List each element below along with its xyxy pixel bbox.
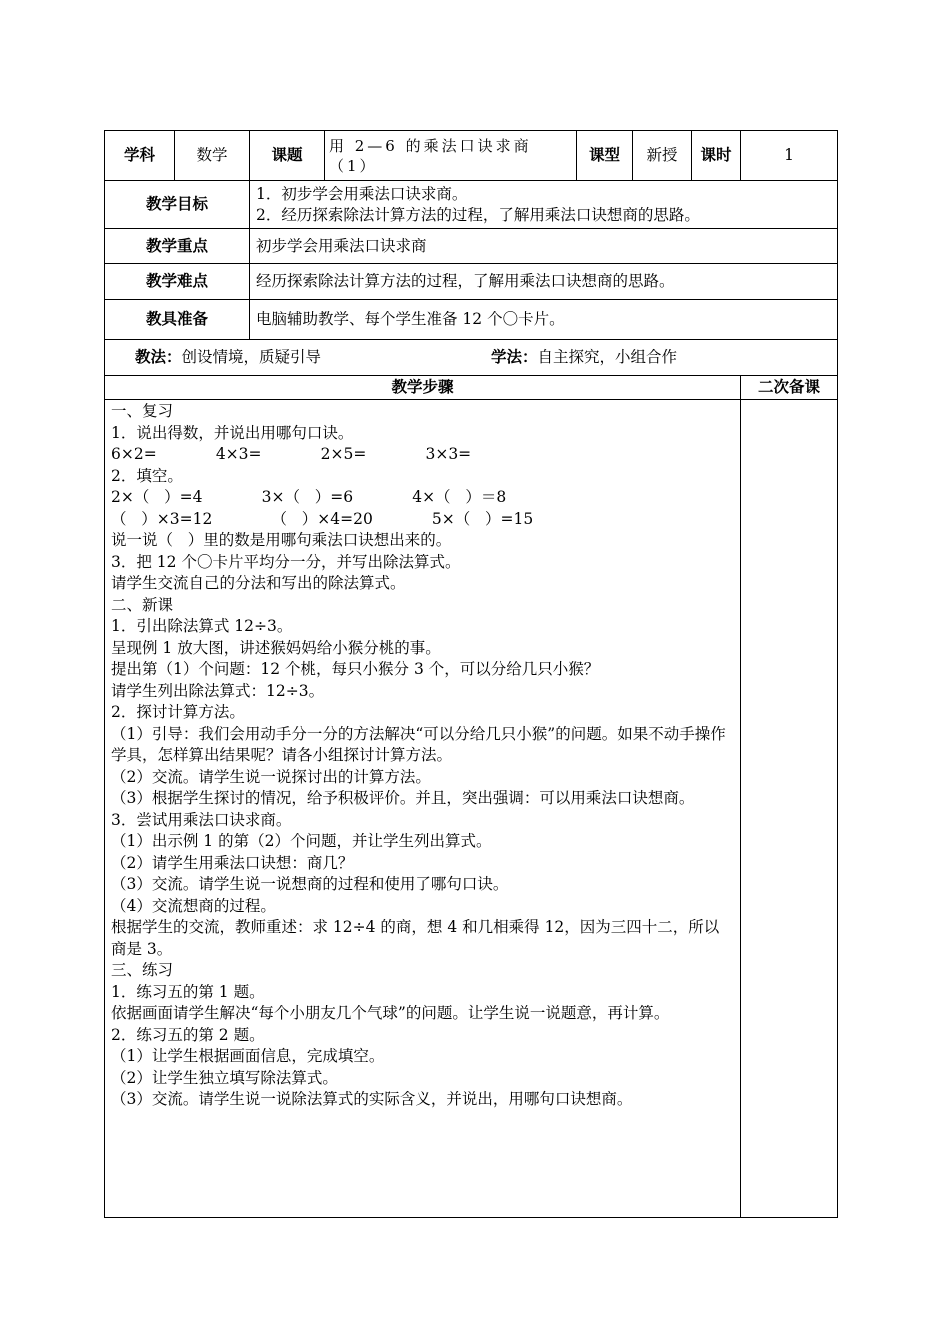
teach-method-value: 创设情境，质疑引导 [181, 348, 322, 366]
header-row [105, 131, 838, 181]
step-line: 三、练习 [111, 961, 174, 979]
goals-label: 教学目标 [105, 181, 250, 229]
step-line: 3．尝试用乘法口诀求商。 [111, 810, 292, 829]
steps-header-row [105, 376, 838, 400]
topic-label: 课题 [250, 131, 325, 181]
goals-line-1: 1．初步学会用乘法口诀求商。 [256, 184, 468, 203]
steps-content [105, 400, 741, 1218]
step-line: 呈现例 1 放大图，讲述猴妈妈给小猴分桃的事。 [111, 638, 441, 657]
subject-value: 数学 [175, 131, 250, 181]
difficulty-value: 经历探索除法计算方法的过程，了解用乘法口诀想商的思路。 [250, 264, 838, 300]
step-line: 2．探讨计算方法。 [111, 703, 245, 721]
step-line: （3）交流。请学生说一说想商的过程和使用了哪句口诀。 [111, 875, 509, 893]
step-line: 1．练习五的第 1 题。 [111, 982, 265, 1001]
step-line: 提出第（1）个问题：12 个桃，每只小猴分 3 个，可以分给几只小猴？ [111, 660, 600, 678]
goals-line-2: 2．经历探索除法计算方法的过程，了解用乘法口诀想商的思路。 [256, 205, 700, 224]
subject-label: 学科 [105, 131, 175, 181]
second-prep-label: 二次备课 [741, 376, 838, 400]
step-line: （1）出示例 1 的第（2）个问题，并让学生列出算式。 [111, 832, 492, 850]
step-line: 请学生交流自己的分法和写出的除法算式。 [111, 574, 406, 592]
step-line: 说一说（ ）里的数是用哪句乘法口诀想出来的。 [111, 531, 452, 549]
step-line: （1）引导：我们会用动手分一分的方法解决“可以分给几只小猴”的问题。如果不动手操作学具，怎样算出结果呢？请各小组探讨计算方法。 [111, 724, 726, 764]
step-line: （3）根据学生探讨的情况，给予积极评价。并且，突出强调：可以用乘法口诀想商。 [111, 789, 695, 807]
difficulty-row [105, 264, 838, 300]
step-line: （2）请学生用乘法口诀想：商几？ [111, 853, 354, 872]
goals-value [250, 181, 838, 229]
hours-value: 1 [741, 131, 838, 181]
step-line: 3．把 12 个〇卡片平均分一分，并写出除法算式。 [111, 552, 461, 571]
step-line: 请学生列出除法算式：12÷3。 [111, 681, 325, 700]
step-line: 依据画面请学生解决“每个小朋友几个气球”的问题。让学生说一说题意，再计算。 [111, 1004, 670, 1022]
step-line: （2）让学生独立填写除法算式。 [111, 1068, 338, 1087]
goals-row [105, 181, 838, 229]
type-value: 新授 [633, 131, 692, 181]
type-label: 课型 [577, 131, 633, 181]
second-prep-cell [741, 400, 838, 1218]
step-line: 1．说出得数，并说出用哪句口诀。 [111, 423, 354, 442]
step-line: （1）让学生根据画面信息，完成填空。 [111, 1047, 385, 1065]
step-line: 2．练习五的第 2 题。 [111, 1025, 265, 1044]
steps-header-label: 教学步骤 [105, 376, 741, 400]
step-line: 2×（ ）=4 3×（ ）=6 4×（ ）＝8 [111, 488, 507, 506]
lesson-plan [104, 130, 837, 1218]
steps-row [105, 400, 838, 1218]
hours-label: 课时 [692, 131, 741, 181]
tools-value: 电脑辅助教学、每个学生准备 12 个〇卡片。 [250, 300, 838, 340]
tools-label: 教具准备 [105, 300, 250, 340]
step-line: （3）交流。请学生说一说除法算式的实际含义，并说出，用哪句口诀想商。 [111, 1090, 633, 1108]
step-line: 2．填空。 [111, 466, 183, 485]
topic-value: 用 2—6 的乘法口诀求商（1） [325, 131, 577, 181]
step-line: （ ）×3=12 （ ）×4=20 5×（ ）=15 [111, 509, 534, 528]
difficulty-label: 教学难点 [105, 264, 250, 300]
key-point-value: 初步学会用乘法口诀求商 [250, 229, 838, 264]
step-line: （4）交流想商的过程。 [111, 896, 276, 915]
methods-cell [105, 340, 838, 376]
key-point-row [105, 229, 838, 264]
step-line: 一、复习 [111, 402, 174, 420]
lesson-plan-table [104, 130, 838, 1218]
step-line: 6×2= 4×3= 2×5= 3×3= [111, 445, 472, 463]
teach-method-label: 教法： [135, 348, 182, 366]
methods-row [105, 340, 838, 376]
step-line: （2）交流。请学生说一说探讨出的计算方法。 [111, 767, 431, 786]
learn-method-value: 自主探究，小组合作 [537, 348, 678, 366]
step-line: 二、新课 [111, 595, 174, 614]
learn-method-label: 学法： [491, 348, 538, 366]
step-line: 根据学生的交流，教师重述：求 12÷4 的商，想 4 和几相乘得 12，因为三四十二，所以商是 3。 [111, 918, 720, 958]
tools-row [105, 300, 838, 340]
step-line: 1．引出除法算式 12÷3。 [111, 617, 293, 635]
key-point-label: 教学重点 [105, 229, 250, 264]
